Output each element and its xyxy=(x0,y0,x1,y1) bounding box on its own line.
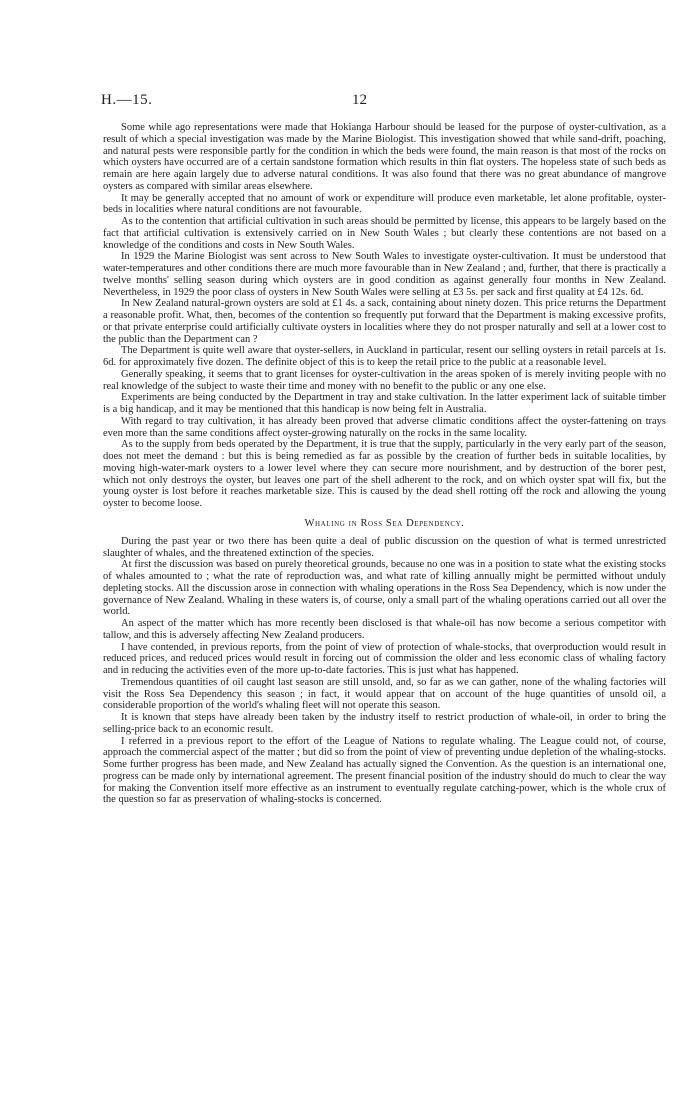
paragraph: I referred in a previous report to the effort of the League of Nations to regulate whaling. The League could not, of course, approach the commercial aspect of the matter ; but did so from the point of view of preventing undue depletion of the whaling-stocks. Some further progress has been made, and New Zealand has actually signed the Convention. As the question is an international one, progress can be made only by international agreement. The present financial position of the industry should do much to clear the way for making the Convention itself more effective as an instrument to eventually regulate catching-power, which is the whole crux of the question so far as preservation of whaling-stocks is concerned. xyxy=(103,735,666,806)
paragraph: I have contended, in previous reports, from the point of view of protection of whale-stocks, that overproduction would result in reduced prices, and reduced prices would result in forcing out of commission the older and less economic class of whaling factory and in reducing the activities even of the more up-to-date factories. This is just what has happened. xyxy=(103,641,666,676)
paragraph: The Department is quite well aware that oyster-sellers, in Auckland in particular, resent our selling oysters in retail parcels at 1s. 6d. for approximately five dozen. The definite object of this is to keep the retail price to the public at a reasonable level. xyxy=(103,345,666,368)
paragraph: As to the supply from beds operated by the Department, it is true that the supply, particularly in the very early part of the season, does not meet the demand : but this is being remedied as far as possible by the creation of further beds in suitable localities, by moving high-water-mark oysters to a lower level where they can secure more nourishment, and by destruction of the borer pest, which not only destroys the oyster, but leaves one part of the shell adherent to the rock, and on which oyster spat will fix, but the young oyster is lost before it reaches marketable size. This is caused by the dead shell rotting off the rock and allowing the young oyster to become loose. xyxy=(103,439,666,509)
report-reference: H.—15. xyxy=(101,92,153,108)
paragraph: With regard to tray cultivation, it has already been proved that adverse climatic conditions affect the oyster-fattening on trays even more than the same conditions affect oyster-growing naturally on the rocks in the same locality. xyxy=(103,415,666,439)
paragraph: As to the contention that artificial cultivation in such areas should be permitted by license, this appears to be largely based on the fact that artificial cultivation is extensively carried on in New South Wales ; but clearly these contentions are not based on a knowledge of the conditions and costs in New South Wales. xyxy=(103,216,666,251)
paragraph: Tremendous quantities of oil caught last season are still unsold, and, so far as we can gather, none of the whaling factories will visit the Ross Sea Dependency this season ; in fact, it would appear that on account of the huge quantities of unsold oil, a considerable proportion of the world's whaling fleet will not operate this season. xyxy=(103,676,666,712)
section-heading: Whaling in Ross Sea Dependency. xyxy=(304,517,465,529)
paragraph: Experiments are being conducted by the Department in tray and stake cultivation. In the latter experiment lack of suitable timber is a big handicap, and it may be mentioned that this handicap is now being felt in Australia. xyxy=(103,392,666,415)
paragraph: Some while ago representations were made that Hokianga Harbour should be leased for the purpose of oyster-cultivation, as a result of which a special investigation was made by the Marine Biologist. This investigation showed that while sand-drift, poaching, and natural pests were responsible partly for the condition in which the beds were found, the main reason is that most of the rocks on which oysters have occurred are of a certain sandstone formation which results in thin flat oysters. The hopeless state of such beds as remain are here again largely due to adverse natural conditions. It was also found that there was no great abundance of mangrove oysters as compared with similar areas elsewhere. xyxy=(103,122,666,192)
paragraph: At first the discussion was based on purely theoretical grounds, because no one was in a position to state what the existing stocks of whales amounted to ; what the rate of reproduction was, and what rate of killing annually might be permitted without unduly depleting stocks. All the discussion arose in connection with whaling operations in the Ross Sea Dependency, which is now under the governance of New Zealand. Whaling in these waters is, of course, only a small part of the whaling operations carried out all over the world. xyxy=(103,559,666,618)
paragraph: In 1929 the Marine Biologist was sent across to New South Wales to investigate oyster-cultivation. It must be understood that water-temperatures and other conditions there are much more favourable than in New Zealand ; and, further, that there is practically a twelve months' selling season during which oysters are in good condition as against generally four months in New Zealand. Nevertheless, in 1929 the poor class of oysters in New South Wales were selling at £3 5s. per sack and first quality at £4 12s. 6d. xyxy=(103,251,666,298)
paragraph: It may be generally accepted that no amount of work or expenditure will produce even marketable, let alone profitable, oyster-beds in localities where natural conditions are not favourable. xyxy=(103,192,666,216)
paragraph: An aspect of the matter which has more recently been disclosed is that whale-oil has now become a serious competitor with tallow, and this is adversely affecting New Zealand producers. xyxy=(103,618,666,641)
paragraph: During the past year or two there has been quite a deal of public discussion on the question of what is termed unrestricted slaughter of whales, and the threatened extinction of the species. xyxy=(103,535,666,559)
page-number: 12 xyxy=(352,92,367,108)
paragraph: Generally speaking, it seems that to grant licenses for oyster-cultivation in the areas spoken of is merely inviting people with no real knowledge of the subject to waste their time and money with no benefit to the public or any one else. xyxy=(103,368,666,392)
body-text xyxy=(103,122,666,806)
paragraph: In New Zealand natural-grown oysters are sold at £1 4s. a sack, containing about ninety dozen. This price returns the Department a reasonable profit. What, then, becomes of the contention so frequently put forward that the Department is making excessive profits, or that private enterprise could artificially cultivate oysters in localities where they do not prosper naturally and sell at a lower cost to the public than the Department can ? xyxy=(103,298,666,345)
paragraph: It is known that steps have already been taken by the industry itself to restrict production of whale-oil, in order to bring the selling-price back to an economic result. xyxy=(103,712,666,735)
